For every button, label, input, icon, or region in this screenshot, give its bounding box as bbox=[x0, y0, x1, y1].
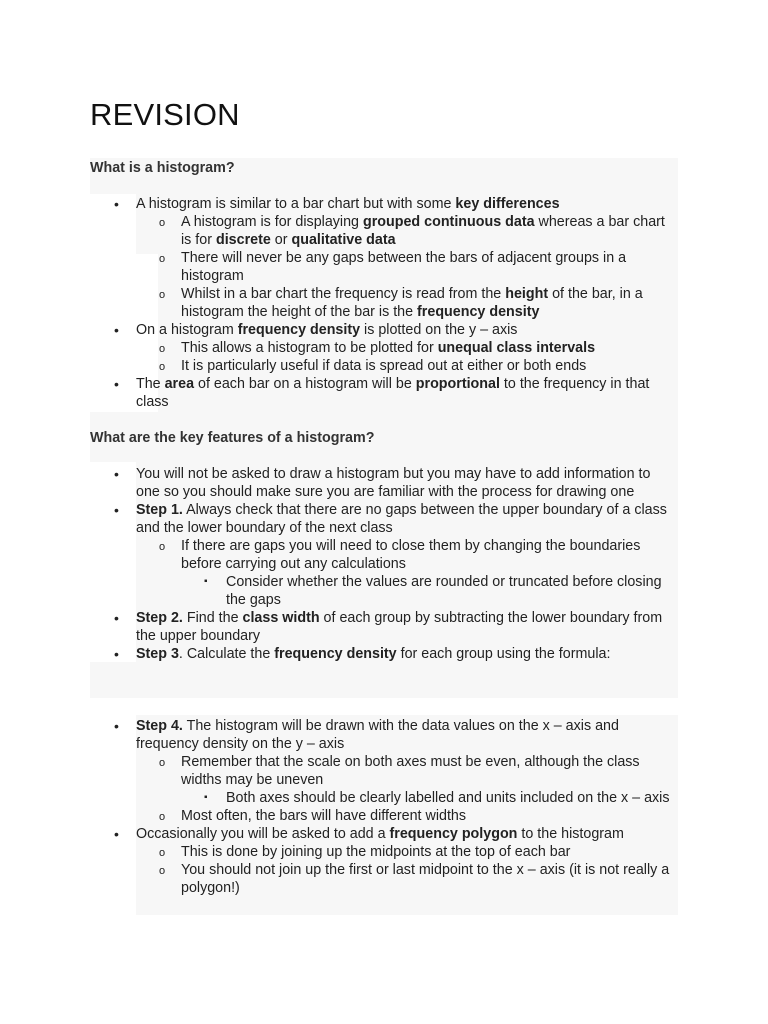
text-run: Consider whether the values are rounded or truncated before closing the gaps bbox=[226, 574, 662, 608]
section-heading: What are the key features of a histogram? bbox=[90, 430, 375, 446]
text-run: The bbox=[136, 376, 165, 392]
bold-term: Step 4. bbox=[136, 718, 183, 734]
text-run: This is done by joining up the midpoints at the top of each bar bbox=[181, 844, 571, 860]
list-item-text bbox=[136, 375, 678, 411]
bold-term: discrete bbox=[215, 232, 271, 248]
text-run: There will never be any gaps between the bars of adjacent groups in a histogram bbox=[181, 250, 627, 284]
list-item bbox=[90, 195, 678, 213]
list-item-text bbox=[181, 339, 678, 357]
bold-term: Step 2. bbox=[136, 610, 183, 626]
list-item bbox=[90, 825, 678, 843]
list-item bbox=[90, 375, 678, 411]
list-item-text bbox=[136, 501, 678, 537]
list-item bbox=[90, 249, 678, 285]
list-item-text bbox=[181, 843, 678, 861]
bold-term: area bbox=[164, 376, 195, 392]
bold-term: frequency density bbox=[274, 646, 397, 662]
bullet-marker-icon: o bbox=[159, 289, 166, 301]
list-item-text bbox=[181, 249, 678, 285]
text-run: Whilst in a bar chart the frequency is read from the bbox=[181, 286, 506, 302]
bullet-marker-icon: o bbox=[159, 343, 166, 355]
bullet-marker-icon: o bbox=[159, 811, 166, 823]
list-item bbox=[90, 501, 678, 537]
bullet-marker-icon: o bbox=[159, 757, 166, 769]
text-run: The histogram will be drawn with the data values on the x – axis and frequency density on the y – axis bbox=[136, 718, 619, 752]
list-item bbox=[90, 537, 678, 573]
bullet-marker-icon: • bbox=[114, 610, 119, 626]
list-item-text bbox=[181, 213, 678, 249]
bullet-marker-icon: ▪ bbox=[204, 576, 208, 587]
bullet-marker-icon: • bbox=[114, 466, 119, 482]
bold-term: frequency density bbox=[417, 304, 540, 320]
bullet-marker-icon: • bbox=[114, 502, 119, 518]
list-item-text bbox=[136, 717, 678, 753]
list-item-text bbox=[181, 861, 678, 897]
text-run: . Calculate the bbox=[178, 646, 275, 662]
text-run: Both axes should be clearly labelled and units included on the x – axis bbox=[226, 790, 670, 806]
text-run: It is particularly useful if data is spread out at either or both ends bbox=[181, 358, 587, 374]
list-item bbox=[90, 753, 678, 789]
list-item-text bbox=[181, 357, 678, 375]
list-item-text bbox=[136, 195, 678, 213]
text-run: to the histogram bbox=[517, 826, 624, 842]
bullet-marker-icon: o bbox=[159, 865, 166, 877]
text-run: is plotted on the y – axis bbox=[360, 322, 518, 338]
bold-term: unequal class intervals bbox=[437, 340, 596, 356]
bullet-marker-icon: o bbox=[159, 847, 166, 859]
text-run: whereas a bar chart is for bbox=[181, 214, 665, 248]
list-item-text bbox=[136, 321, 678, 339]
list-item bbox=[90, 285, 678, 321]
text-run: of each group by subtracting the lower boundary from the upper boundary bbox=[136, 610, 663, 644]
list-item-text bbox=[181, 285, 678, 321]
bullet-list-1 bbox=[90, 195, 678, 411]
list-item bbox=[90, 861, 678, 897]
text-run: Remember that the scale on both axes must be even, although the class widths may be uneven bbox=[181, 754, 640, 788]
list-item bbox=[90, 465, 678, 501]
text-run: for each group using the formula: bbox=[396, 646, 611, 662]
bold-term: Step 3 bbox=[136, 646, 179, 662]
list-item bbox=[90, 789, 678, 807]
bold-term: Step 1. bbox=[136, 502, 183, 518]
list-item-text bbox=[136, 609, 678, 645]
bullet-marker-icon: • bbox=[114, 196, 119, 212]
bullet-marker-icon: • bbox=[114, 826, 119, 842]
text-run: Always check that there are no gaps between the upper boundary of a class and the lower boundary of the next class bbox=[136, 502, 667, 536]
list-item bbox=[90, 645, 678, 663]
list-item-text bbox=[136, 825, 678, 843]
list-item-text bbox=[226, 789, 678, 807]
bold-term: frequency density bbox=[237, 322, 361, 338]
list-item-text bbox=[181, 807, 678, 825]
page-title: REVISION bbox=[90, 97, 240, 132]
list-item-text bbox=[226, 573, 678, 609]
text-run: Find the bbox=[182, 610, 243, 626]
text-run: You should not join up the first or last midpoint to the x – axis (it is not really a polygon!) bbox=[181, 862, 670, 896]
bold-term: frequency polygon bbox=[389, 826, 518, 842]
text-run: A histogram is similar to a bar chart but with some bbox=[136, 196, 456, 212]
list-item bbox=[90, 843, 678, 861]
bullet-marker-icon: o bbox=[159, 541, 166, 553]
list-item bbox=[90, 609, 678, 645]
bullet-marker-icon: o bbox=[159, 253, 166, 265]
text-run: If there are gaps you will need to close them by changing the boundaries before carrying out any calculations bbox=[181, 538, 641, 572]
bullet-marker-icon: • bbox=[114, 322, 119, 338]
bold-term: grouped continuous data bbox=[362, 214, 535, 230]
text-run: of the bar, in a histogram the height of the bar is the bbox=[181, 286, 643, 320]
bullet-marker-icon: o bbox=[159, 361, 166, 373]
text-run: On a histogram bbox=[136, 322, 238, 338]
list-item-text bbox=[181, 537, 678, 573]
text-run: Most often, the bars will have different widths bbox=[181, 808, 467, 824]
list-item-text bbox=[136, 465, 678, 501]
bullet-list-3 bbox=[90, 717, 678, 897]
list-item bbox=[90, 321, 678, 339]
list-item bbox=[90, 213, 678, 249]
list-item bbox=[90, 807, 678, 825]
list-item bbox=[90, 357, 678, 375]
bold-term: class width bbox=[242, 610, 320, 626]
text-run: Occasionally you will be asked to add a bbox=[136, 826, 390, 842]
text-run: A histogram is for displaying bbox=[181, 214, 363, 230]
bullet-marker-icon: o bbox=[159, 217, 166, 229]
shade-block bbox=[90, 662, 678, 698]
bullet-marker-icon: • bbox=[114, 376, 119, 392]
bullet-marker-icon: ▪ bbox=[204, 792, 208, 803]
bold-term: qualitative data bbox=[291, 232, 396, 248]
bold-term: height bbox=[505, 286, 549, 302]
section-heading: What is a histogram? bbox=[90, 160, 235, 176]
text-run: This allows a histogram to be plotted for bbox=[181, 340, 438, 356]
text-run: You will not be asked to draw a histogram but you may have to add information to one so you should make sure you are familiar with the process for drawing one bbox=[136, 466, 651, 500]
list-item-text bbox=[181, 753, 678, 789]
text-run: of each bar on a histogram will be bbox=[194, 376, 416, 392]
text-run: or bbox=[270, 232, 292, 248]
bullet-marker-icon: • bbox=[114, 646, 119, 662]
bullet-list-2 bbox=[90, 465, 678, 663]
text-run: to the frequency in that class bbox=[136, 376, 650, 410]
bullet-marker-icon: • bbox=[114, 718, 119, 734]
list-item bbox=[90, 339, 678, 357]
bold-term: proportional bbox=[415, 376, 500, 392]
list-item-text bbox=[136, 645, 678, 663]
list-item bbox=[90, 573, 678, 609]
list-item bbox=[90, 717, 678, 753]
bold-term: key differences bbox=[455, 196, 560, 212]
